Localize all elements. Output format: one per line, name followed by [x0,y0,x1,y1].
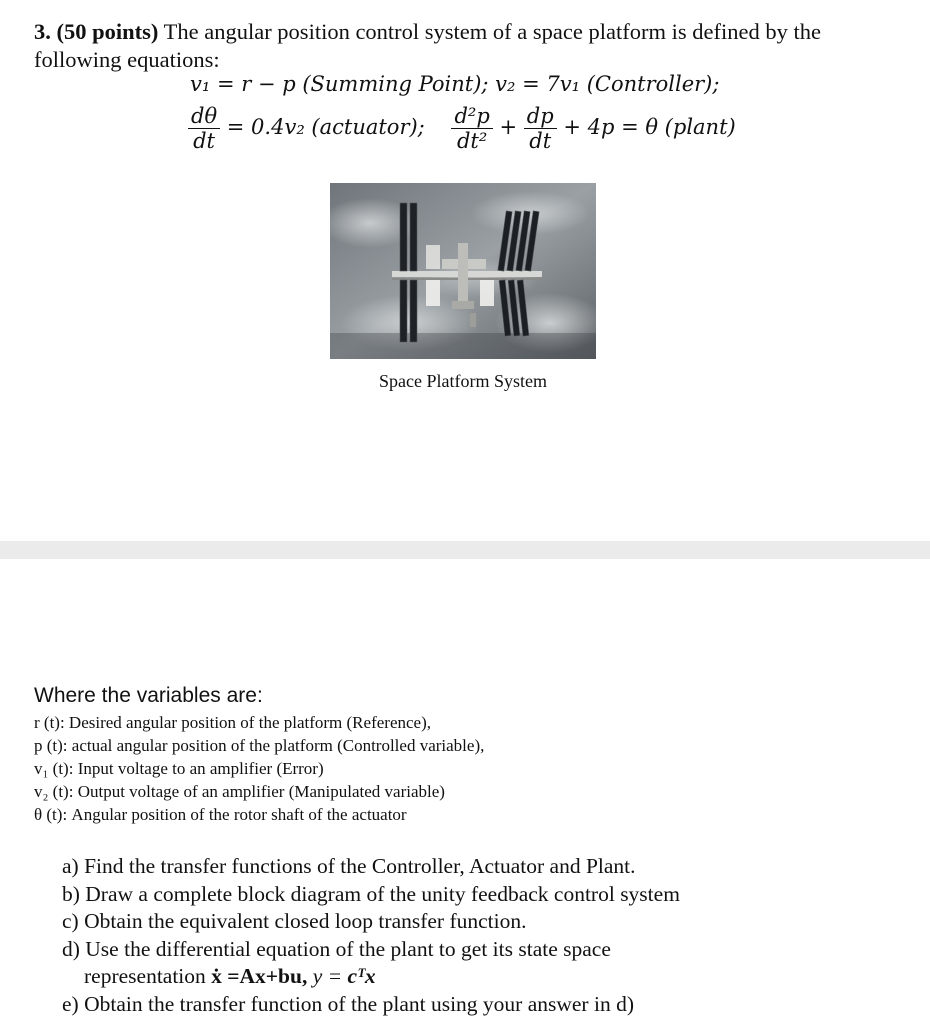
dp-denominator: dt [529,129,552,153]
task-a: a) Find the transfer functions of the Controller, Actuator and Plant. [62,854,636,878]
task-d-output-equation: cᵀx [347,964,376,988]
variable-theta: θ (t): Angular position of the rotor shaft of the actuator [34,805,407,824]
dtheta-numerator: dθ [188,104,220,129]
task-d-y: y = [307,964,348,988]
task-d: d) Use the differential equation of the plant to get its state space [62,936,611,961]
dp-dt-fraction [524,104,557,153]
page-divider [0,541,930,559]
plus-sign: + [499,115,518,139]
task-c: c) Obtain the equivalent closed loop transfer function. [62,909,527,933]
dtheta-dt-fraction [188,104,220,153]
dtheta-denominator: dt [193,129,215,153]
task-d-prefix: representation [84,964,212,988]
actuator-equation: = 0.4v₂ (actuator); [226,115,425,139]
question-header [34,18,914,74]
equation-line-2 [188,104,736,153]
variables-list [34,711,484,826]
variable-v1: v₁ (t): Input voltage to an amplifier (Error) [34,759,324,778]
task-d-state-equation: ẋ =Ax+bu, [211,964,308,988]
equation-line-1: v₁ = r − p (Summing Point); v₂ = 7v₁ (Controller); [190,72,720,96]
question-points: (50 points) [56,19,159,44]
figure-caption: Space Platform System [379,371,547,391]
variable-v2: v₂ (t): Output voltage of an amplifier (Manipulated variable) [34,782,445,801]
d2p-denominator: dt² [456,129,488,153]
variables-heading: Where the variables are: [34,684,263,707]
d2p-numerator: d²p [451,104,492,129]
task-list [62,853,680,1018]
space-platform-image [330,183,596,359]
task-d-continuation [62,963,680,991]
task-e: e) Obtain the transfer function of the plant using your answer in d) [62,991,634,1016]
variable-r: r (t): Desired angular position of the platform (Reference), [34,713,431,732]
question-number: 3. [34,19,51,44]
question-text-line1: The angular position control system of a space platform is defined by the [158,19,821,44]
space-station-illustration [330,183,596,359]
plant-equation: + 4p = θ (plant) [563,115,736,139]
variable-p: p (t): actual angular position of the platform (Controlled variable), [34,736,485,755]
task-b: b) Draw a complete block diagram of the unity feedback control system [62,881,680,906]
d2p-dt2-fraction [451,104,492,153]
question-text-line2: following equations: [34,47,220,72]
dp-numerator: dp [524,104,557,129]
